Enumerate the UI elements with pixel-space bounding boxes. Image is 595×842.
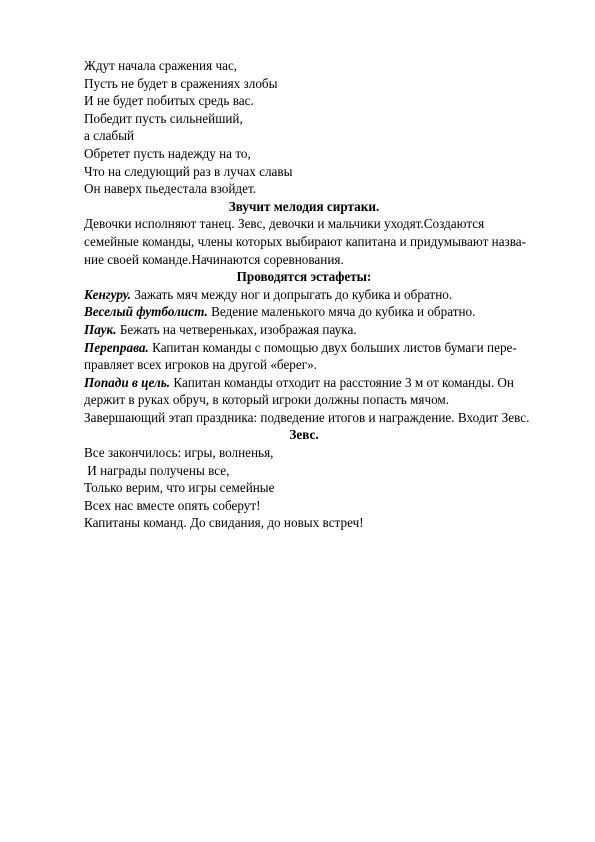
relay-text: Зажать мяч между ног и допрыгать до кубика и обратно. (131, 286, 453, 302)
poem-line: И не будет побитых средь вас. (84, 93, 254, 109)
relay-text: Ведение маленького мяча до кубика и обратно. (207, 304, 476, 320)
document-page (84, 57, 530, 532)
relay-item (84, 321, 524, 339)
relay-item (84, 286, 524, 304)
relay-name: Паук. (84, 321, 117, 337)
poem-line: Победит пусть сильнейший, (84, 110, 243, 126)
poem-line: Он наверх пьедестала взойдет. (84, 181, 257, 197)
paragraph-line: семейные команды, члены которых выбирают капитана и придумывают назва- (84, 233, 527, 249)
poem-line: Капитаны команд. До свидания, до новых встреч! (84, 515, 364, 531)
paragraph-line: Девочки исполняют танец. Зевс, девочки и мальчики уходят.Создаются (84, 216, 485, 232)
poem-line: Ждут начала сражения час, (84, 58, 238, 73)
relay-list (84, 286, 524, 409)
relay-name: Веселый футболист. (84, 304, 208, 320)
paragraph-line: ние своей команде.Начинаются соревнования. (84, 251, 344, 267)
relay-text: Капитан команды с помощью двух больших листов бумаги пере- (148, 339, 517, 355)
poem-opening (84, 57, 524, 198)
relay-text: правляет всех игроков на другой «берег». (84, 357, 318, 373)
poem-line: Все закончилось: игры, волненья, (84, 445, 274, 461)
heading-zeus: Зевс. (289, 427, 319, 443)
poem-line: Только верим, что игры семейные (84, 480, 275, 496)
poem-line: Обретет пусть надежду на то, (84, 145, 251, 161)
poem-line: Что на следующий раз в лучах славы (84, 163, 293, 179)
poem-line: Пусть не будет в сражениях злобы (84, 75, 278, 91)
final-stage-line: Завершающий этап праздника: подведение итогов и награждение. Входит Зевс. (84, 409, 530, 425)
relay-text: держит в руках обруч, в который игроки должны попасть мячом. (84, 392, 450, 408)
relay-item (84, 303, 524, 321)
relay-item (84, 374, 524, 409)
relay-name: Попади в цель. (84, 374, 171, 390)
relay-text: Бежать на четвереньках, изображая паука. (116, 321, 357, 337)
poem-line: Всех нас вместе опять соберут! (84, 497, 261, 513)
poem-closing (84, 444, 524, 532)
poem-line: И награды получены все, (84, 462, 230, 478)
relay-item (84, 339, 524, 374)
heading-music: Звучит мелодия сиртаки. (228, 198, 380, 214)
relay-name: Кенгуру. (84, 286, 132, 302)
poem-line: а слабый (84, 128, 135, 144)
paragraph-dance (84, 215, 527, 268)
relay-text: Капитан команды отходит на расстояние 3 м от команды. Он (170, 374, 514, 390)
heading-relay: Проводятся эстафеты: (236, 269, 372, 285)
relay-name: Переправа. (84, 339, 149, 355)
